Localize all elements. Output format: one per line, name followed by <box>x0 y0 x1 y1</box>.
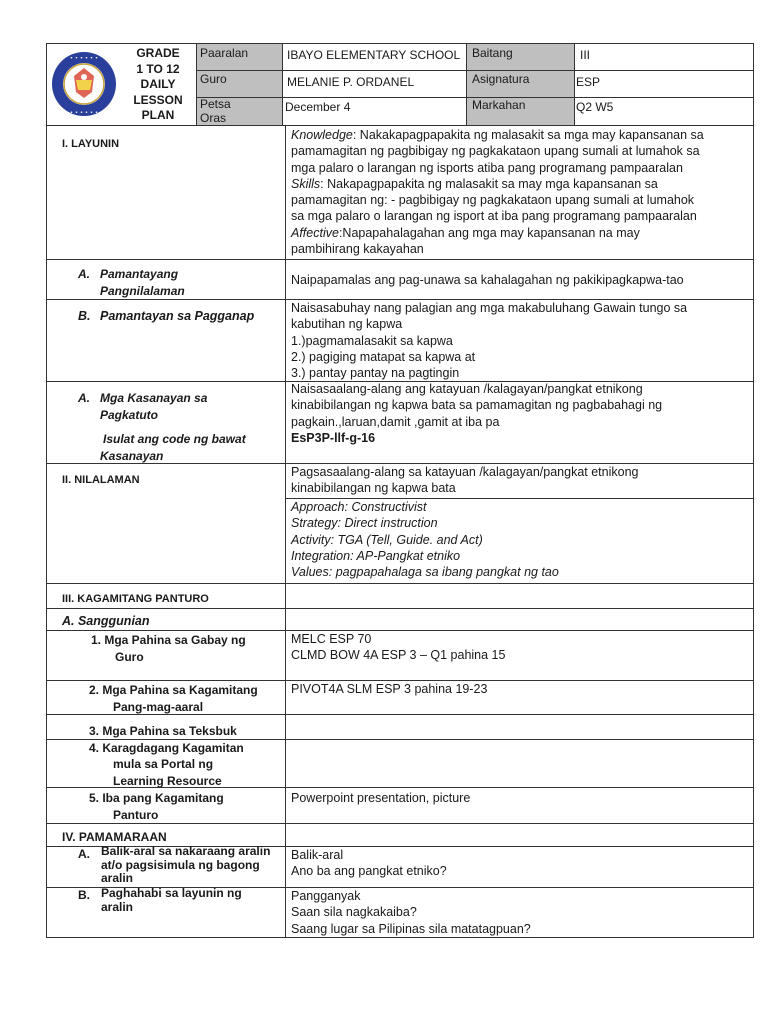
skills-line: : Nakapagpapakita ng malasakit sa may mga kapansanan sa <box>320 176 658 191</box>
competency-note-line: Kasanayan <box>100 448 164 463</box>
procedure-b-value <box>291 888 531 937</box>
procedure-a-value <box>291 847 447 880</box>
svg-text:• • • • • •: • • • • • • <box>69 110 99 116</box>
material-item-3: 3. Mga Pahina sa Teksbuk <box>89 724 237 738</box>
affective-line: :Napapahalagahan ang mga may kapansanan na may <box>338 225 640 240</box>
skills-line: pamamagitan ng: - pagbibigay ng pagkakataon upang sumali at lumahok <box>291 193 695 208</box>
deped-seal <box>50 50 118 118</box>
procedure-b-line: Pangganyak <box>291 889 361 903</box>
standard-a-value: Naipapamalas ang pag-unawa sa kahalagahan ng pakikipagkapwa-tao <box>291 273 684 287</box>
school-label: Paaralan <box>200 46 249 60</box>
teacher-value: MELANIE P. ORDANEL <box>287 75 415 89</box>
knowledge-label: Knowledge <box>291 128 353 142</box>
standard-b-label: Pamantayan sa Pagganap <box>100 309 255 323</box>
competency-label-line: Mga Kasanayan sa <box>100 391 208 405</box>
grade-value: III <box>580 48 591 62</box>
subject-value: ESP <box>576 75 601 89</box>
standard-b-text <box>291 300 687 381</box>
skills-line: sa mga palaro o larangan ng isport at iba pang programang pampaaralan <box>291 209 697 224</box>
subject-label: Asignatura <box>472 72 530 86</box>
competency-letter: A. <box>78 391 90 405</box>
title-line: PLAN <box>141 108 175 123</box>
standard-a-label-line: Pangnilalaman <box>100 284 185 298</box>
date-value: December 4 <box>285 100 351 114</box>
integration-text: Integration: AP-Pangkat etniko <box>291 548 461 563</box>
competency-text <box>291 381 662 446</box>
procedure-a-line: Balik-aral <box>291 848 344 862</box>
affective-line: pambihirang kakayahan <box>291 242 424 257</box>
procedure-b-letter: B. <box>78 888 90 902</box>
standard-a-label-line: Pamantayang <box>100 267 179 281</box>
references-heading: A. Sanggunian <box>62 614 150 628</box>
material-item-5-line: Panturo <box>113 807 159 822</box>
activity-text: Activity: TGA (Tell, Guide. and Act) <box>291 532 483 547</box>
material-value-line: CLMD BOW 4A ESP 3 – Q1 pahina 15 <box>291 648 506 663</box>
school-value: IBAYO ELEMENTARY SCHOOL <box>287 48 461 62</box>
procedure-heading: IV. PAMAMARAAN <box>62 830 167 844</box>
material-item-5-value: Powerpoint presentation, picture <box>291 791 471 805</box>
content-text <box>291 464 638 497</box>
material-item-4-line: Learning Resource <box>113 773 222 788</box>
materials-heading: III. KAGAMITANG PANTURO <box>62 593 209 605</box>
competency-note-line: Isulat ang code ng bawat <box>103 432 246 446</box>
material-value-line: MELC ESP 70 <box>291 632 372 646</box>
procedure-b-label-line: aralin <box>101 899 134 914</box>
competency-label <box>100 390 207 423</box>
material-item-4 <box>89 740 244 789</box>
standard-b-line: kabutihan ng kapwa <box>291 317 403 332</box>
competency-label-line: Pagkatuto <box>100 407 159 422</box>
material-item-1-line: 1. Mga Pahina sa Gabay ng <box>91 633 246 647</box>
competency-note <box>100 431 246 464</box>
material-item-1-line: Guro <box>115 649 144 664</box>
standard-b-letter: B. <box>78 309 91 323</box>
strategy-text: Strategy: Direct instruction <box>291 516 438 531</box>
material-item-5 <box>89 790 224 823</box>
knowledge-line: mga palaro o larangan ng isports atiba pang programang pampaaralan <box>291 160 683 175</box>
standard-a-label <box>100 266 185 300</box>
procedure-a-label-line: aralin <box>101 871 134 885</box>
affective-label: Affective <box>291 225 339 240</box>
content-approach-block <box>291 499 559 580</box>
material-item-2 <box>89 682 258 715</box>
time-label: Oras <box>200 111 227 125</box>
procedure-a-line: Ano ba ang pangkat etniko? <box>291 864 447 879</box>
material-item-4-line: 4. Karagdagang Kagamitan <box>89 741 244 755</box>
svg-text:• • • • • •: • • • • • • <box>69 55 99 62</box>
skills-label: Skills <box>291 176 321 191</box>
competency-line: pagkain.,laruan,damit ,gamit at iba pa <box>291 414 500 429</box>
knowledge-line: pamamagitan ng pagbibigay ng pagkakataon upang sumali at lumahok sa <box>291 144 700 159</box>
procedure-a-label-line: at/o pagsisimula ng bagong <box>101 857 260 872</box>
standard-b-line: Naisasabuhay nang palagian ang mga makabuluhang Gawain tungo sa <box>291 301 688 315</box>
objectives-text <box>291 127 704 257</box>
approach-text: Approach: Constructivist <box>291 500 427 514</box>
procedure-a-label <box>101 845 270 886</box>
material-item-2-value: PIVOT4A SLM ESP 3 pahina 19-23 <box>291 682 488 696</box>
teacher-label: Guro <box>200 72 227 86</box>
title-line: LESSON <box>133 92 183 107</box>
procedure-b-label-line: Paghahabi sa layunin ng <box>101 886 242 900</box>
procedure-a-label-line: Balik-aral sa nakaraang aralin <box>101 844 271 858</box>
values-text: Values: pagpapahalaga sa ibang pangkat ng tao <box>291 565 559 580</box>
material-item-4-line: mula sa Portal ng <box>113 757 214 772</box>
material-item-1-value <box>291 631 505 664</box>
standard-b-line: 1.)pagmamalasakit sa kapwa <box>291 333 453 348</box>
content-line: kinabibilangan ng kapwa bata <box>291 481 456 496</box>
quarter-value: Q2 W5 <box>576 100 614 114</box>
grade-label: Baitang <box>472 46 513 60</box>
material-item-2-line: Pang-mag-aaral <box>113 699 204 714</box>
content-heading: II. NILALAMAN <box>62 474 140 486</box>
title-line: GRADE <box>136 46 180 60</box>
title-line: 1 TO 12 <box>136 61 180 76</box>
material-item-5-line: 5. Iba pang Kagamitang <box>89 791 224 805</box>
procedure-b-line: Saang lugar sa Pilipinas sila matatagpuan? <box>291 921 531 936</box>
competency-code: EsP3P-llf-g-16 <box>291 430 376 445</box>
standard-a-letter: A. <box>78 267 90 281</box>
procedure-a-letter: A. <box>78 847 90 861</box>
procedure-b-line: Saan sila nagkakaiba? <box>291 905 417 920</box>
standard-b-line: 3.) pantay pantay na pagtingin <box>291 366 460 381</box>
material-item-1 <box>91 632 246 665</box>
standard-b-line: 2.) pagiging matapat sa kapwa at <box>291 349 476 364</box>
procedure-b-label <box>101 887 242 914</box>
knowledge-line: : Nakakapagpapakita ng malasakit sa mga may kapansanan sa <box>352 128 704 142</box>
objectives-heading: I. LAYUNIN <box>62 138 120 150</box>
competency-line: kinabibilangan ng kapwa bata sa pamamagitan ng pagbabahagi ng <box>291 398 663 413</box>
competency-line: Naisasaalang-alang ang katayuan /kalagayan/pangkat etnikong <box>291 382 643 396</box>
lesson-plan-title <box>122 46 194 124</box>
date-label: Petsa <box>200 97 231 111</box>
title-line: DAILY <box>140 77 176 92</box>
content-line: Pagsasaalang-alang sa katayuan /kalagayan/pangkat etnikong <box>291 465 639 479</box>
quarter-label: Markahan <box>472 98 526 112</box>
material-item-2-line: 2. Mga Pahina sa Kagamitang <box>89 683 258 697</box>
